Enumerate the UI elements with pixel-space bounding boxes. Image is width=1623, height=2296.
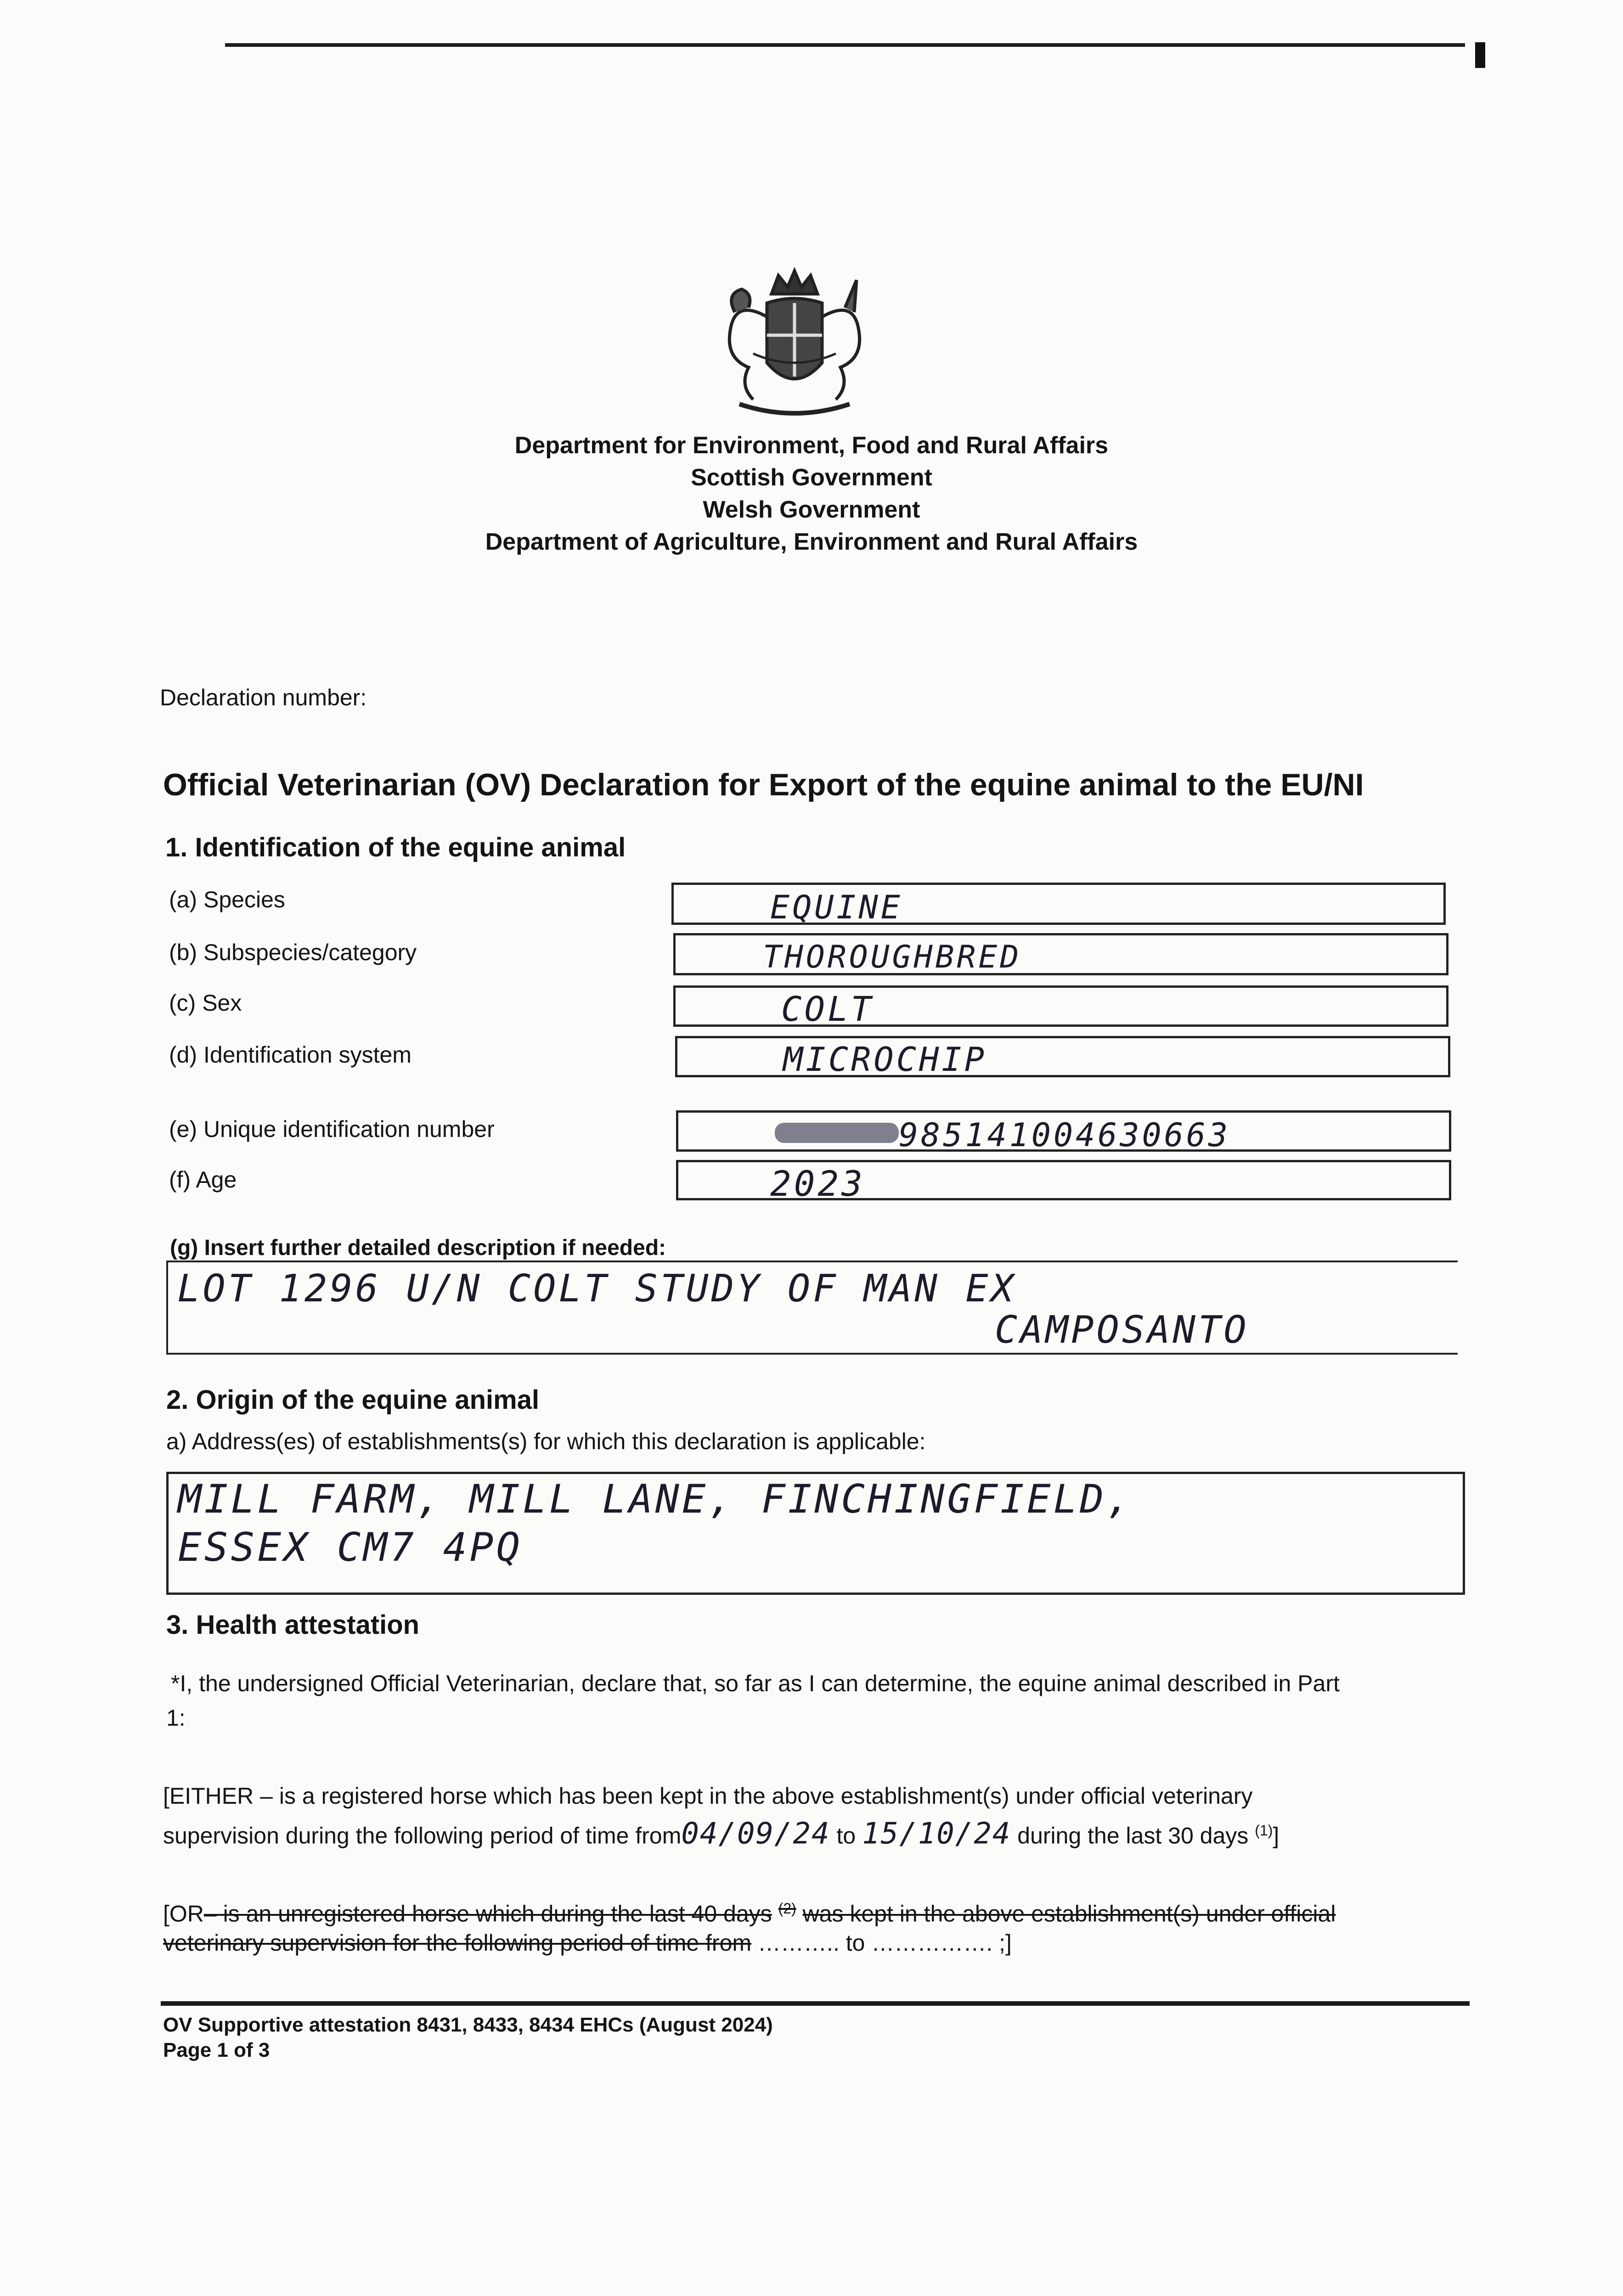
page-number: Page 1 of 3: [163, 2039, 270, 2061]
either-close-bracket: ]: [1273, 1823, 1279, 1849]
section-1-heading: 1. Identification of the equine animal: [165, 833, 626, 862]
or-line2: [163, 1926, 1012, 1959]
or-struck-text: – is an unregistered horse which during the last 40 days: [203, 1901, 772, 1927]
either-to-text: to: [836, 1823, 856, 1849]
age-field[interactable]: [676, 1160, 1451, 1204]
date-to-value: 15/10/24: [862, 1817, 1011, 1851]
scribble-mark: [775, 1123, 899, 1143]
top-rule: [225, 43, 1465, 47]
further-description-line2: CAMPOSANTO: [995, 1308, 1249, 1352]
department-name: Scottish Government: [691, 464, 932, 491]
or-line1: [163, 1892, 1336, 1930]
unique-id-label: (e) Unique identification number: [169, 1116, 495, 1142]
age-value: 2023: [770, 1163, 866, 1204]
document-title: Official Veterinarian (OV) Declaration for Export of the equine animal to the EU/NI: [163, 767, 1364, 802]
further-description-field[interactable]: [166, 1261, 1458, 1355]
or-struck-period-text: veterinary supervision for the following period of time from: [163, 1930, 752, 1956]
either-line1: [EITHER – is a registered horse which has been kept in the above establishment(s) under official veterinary: [163, 1783, 1253, 1809]
address-label: a) Address(es) of establishments(s) for which this declaration is applicable:: [166, 1429, 926, 1454]
age-label: (f) Age: [169, 1167, 237, 1193]
department-name: Welsh Government: [703, 496, 920, 523]
either-days-text: during the last 30 days: [1017, 1823, 1249, 1849]
scan-mark: [1475, 42, 1485, 68]
date-from-value: 04/09/24: [681, 1817, 830, 1851]
species-label: (a) Species: [169, 887, 285, 912]
identification-system-label: (d) Identification system: [169, 1042, 411, 1068]
or-prefix: [OR: [163, 1901, 204, 1927]
species-value: EQUINE: [770, 889, 903, 926]
or-footnote-ref: (2): [778, 1900, 796, 1917]
either-footnote-ref: (1): [1255, 1822, 1273, 1839]
sex-label: (c) Sex: [169, 990, 242, 1016]
address-field[interactable]: [166, 1472, 1465, 1595]
identification-system-value: MICROCHIP: [783, 1040, 987, 1079]
address-line2: ESSEX CM7 4PQ: [178, 1525, 523, 1570]
department-name: Department of Agriculture, Environment and Rural Affairs: [485, 529, 1138, 555]
declaration-number-label: Declaration number:: [160, 685, 367, 710]
sex-value: COLT: [781, 990, 874, 1029]
department-name: Department for Environment, Food and Rural Affairs: [514, 432, 1109, 459]
or-struck-text-cont: was kept in the above establishment(s) under official: [802, 1901, 1336, 1927]
either-line2: [163, 1814, 1279, 1852]
section-3-heading: 3. Health attestation: [166, 1610, 420, 1640]
either-period-text: supervision during the following period of time from: [163, 1823, 682, 1849]
unique-id-value: 985141004630663: [899, 1116, 1231, 1154]
subspecies-value: THOROUGHBRED: [763, 939, 1022, 975]
or-dotted-period: ……….. to ……………. ;]: [758, 1930, 1012, 1956]
attestation-intro-line1: *I, the undersigned Official Veterinarian, declare that, so far as I can determine, the equine animal described in Part: [171, 1671, 1340, 1696]
subspecies-label: (b) Subspecies/category: [169, 940, 417, 965]
species-field[interactable]: [671, 883, 1446, 925]
footer-rule: [161, 2001, 1470, 2006]
unique-id-field[interactable]: [676, 1110, 1451, 1152]
subspecies-field[interactable]: [673, 933, 1448, 975]
identification-system-field[interactable]: [675, 1036, 1450, 1077]
footer-attestation-ref: OV Supportive attestation 8431, 8433, 8434 EHCs (August 2024): [163, 2014, 773, 2036]
further-description-label: (g) Insert further detailed description if needed:: [170, 1236, 666, 1260]
further-description-line1: LOT 1296 U/N COLT STUDY OF MAN EX: [177, 1267, 1017, 1311]
section-2-heading: 2. Origin of the equine animal: [166, 1385, 540, 1415]
royal-coat-of-arms-logo: [698, 262, 891, 427]
sex-field[interactable]: [673, 985, 1448, 1027]
attestation-intro-line2: 1:: [166, 1705, 186, 1731]
address-line1: MILL FARM, MILL LANE, FINCHINGFIELD,: [178, 1476, 1133, 1522]
